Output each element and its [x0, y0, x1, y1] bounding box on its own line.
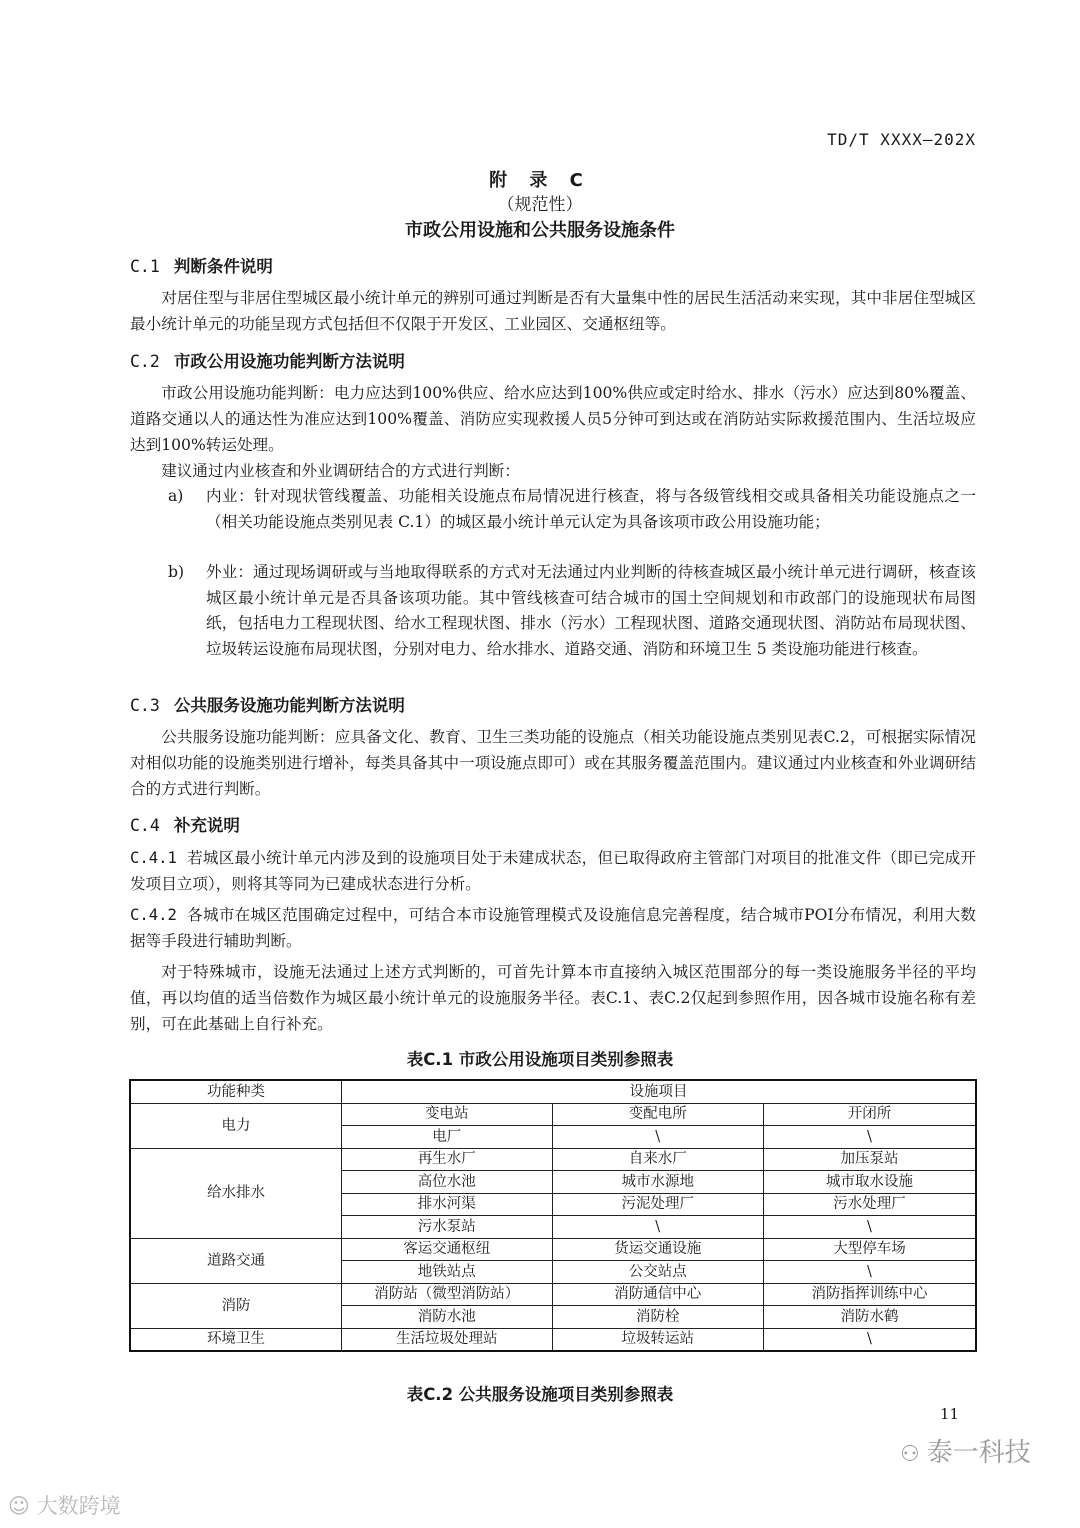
list-text: 内业：针对现状管线覆盖、功能相关设施点布局情况进行核查，将与各级管线相交或具备相关功能设施点之一（相关功能设施点类别见表 C.1）的城区最小统计单元认定为具备该项市政公用设施功能； — [206, 487, 976, 531]
facility-cell: 自来水厂 — [552, 1148, 763, 1171]
table-row — [130, 1238, 976, 1261]
facility-cell: \ — [763, 1328, 976, 1351]
facility-cell: 消防栓 — [552, 1306, 763, 1329]
facility-cell: 污泥处理厂 — [552, 1193, 763, 1216]
table-row — [130, 1283, 976, 1306]
facility-cell: 排水河渠 — [341, 1193, 552, 1216]
appendix-heading: 附 录 C — [489, 170, 591, 191]
section-c2-paragraph-1: 市政公用设施功能判断：电力应达到100%供应、给水应达到100%供应或定时给水、排水（污水）应达到80%覆盖、道路交通以人的通达性为准应达到100%覆盖、消防应实现救援人员5分钟可到达或在消防站实际救援范围内、生活垃圾应达到100%转运处理。 — [130, 384, 976, 454]
standard-number: TD/T XXXX—202X — [827, 130, 976, 149]
facility-cell: 再生水厂 — [341, 1148, 552, 1171]
facility-cell: 加压泵站 — [763, 1148, 976, 1171]
facility-cell: \ — [763, 1216, 976, 1239]
facility-cell: 开闭所 — [763, 1103, 976, 1126]
facility-cell: 城市水源地 — [552, 1171, 763, 1194]
list-item-b — [130, 560, 976, 662]
section-c1-paragraph: 对居住型与非居住型城区最小统计单元的辨别可通过判断是否有大量集中性的居民生活活动来实现，其中非居住型城区最小统计单元的功能呈现方式包括但不仅限于开发区、工业园区、交通枢纽等。 — [130, 289, 976, 333]
section-title: 补充说明 — [173, 816, 240, 835]
facility-cell: 公交站点 — [552, 1261, 763, 1284]
list-label: b) — [168, 563, 185, 581]
table-c2-caption: 表C.2 公共服务设施项目类别参照表 — [406, 1385, 674, 1404]
facility-cell: 消防指挥训练中心 — [763, 1283, 976, 1306]
facility-cell: 消防站（微型消防站） — [341, 1283, 552, 1306]
table-header-row — [130, 1080, 976, 1103]
section-number: C.4 — [130, 816, 160, 835]
section-title: 判断条件说明 — [173, 257, 273, 276]
facility-cell: 客运交通枢纽 — [341, 1238, 552, 1261]
page-number: 11 — [940, 1405, 960, 1423]
facility-cell: \ — [763, 1261, 976, 1284]
facility-cell: 地铁站点 — [341, 1261, 552, 1284]
subsection-c42 — [130, 902, 976, 954]
facility-cell: 城市取水设施 — [763, 1171, 976, 1194]
table-c1 — [129, 1079, 977, 1352]
facility-cell: 生活垃圾处理站 — [341, 1328, 552, 1351]
facility-cell: 变配电所 — [552, 1103, 763, 1126]
table-c1-caption: 表C.1 市政公用设施项目类别参照表 — [406, 1050, 674, 1069]
facility-cell: 消防通信中心 — [552, 1283, 763, 1306]
facility-cell: 变电站 — [341, 1103, 552, 1126]
section-c1-heading — [130, 253, 273, 277]
facility-cell: \ — [763, 1126, 976, 1149]
facility-cell: 电厂 — [341, 1126, 552, 1149]
header-cell: 设施项目 — [341, 1080, 976, 1103]
subsection-text: 各城市在城区范围确定过程中，可结合本市设施管理模式及设施信息完善程度，结合城市POI分布情况，利用大数据等手段进行辅助判断。 — [130, 906, 976, 950]
facility-cell: 消防水鹤 — [763, 1306, 976, 1329]
wechat-icon: ⚇ — [900, 1442, 927, 1467]
subsection-number: C.4.1 — [130, 849, 177, 867]
category-cell: 环境卫生 — [130, 1328, 341, 1351]
section-number: C.3 — [130, 696, 160, 715]
section-c4-paragraph: 对于特殊城市，设施无法通过上述方式判断的，可首先计算本市直接纳入城区范围部分的每一类设施服务半径的平均值，再以均值的适当倍数作为城区最小统计单元的设施服务半径。表C.1、表C.2仅起到参照作用，因各城市设施名称有差别，可在此基础上自行补充。 — [130, 963, 976, 1033]
table-c1-body — [130, 1080, 976, 1351]
section-title: 市政公用设施功能判断方法说明 — [173, 352, 405, 371]
section-c3-paragraph: 公共服务设施功能判断：应具备文化、教育、卫生三类功能的设施点（相关功能设施点类别见表C.2，可根据实际情况对相似功能的设施类别进行增补，每类具备其中一项设施点即可）或在其服务覆盖范围内。建议通过内业核查和外业调研结合的方式进行判断。 — [130, 728, 976, 798]
facility-cell: 污水泵站 — [341, 1216, 552, 1239]
list-label: a) — [168, 487, 184, 505]
facility-cell: \ — [552, 1126, 763, 1149]
appendix-title: 市政公用设施和公共服务设施条件 — [405, 220, 675, 241]
category-cell: 消防 — [130, 1283, 341, 1328]
facility-cell: \ — [552, 1216, 763, 1239]
facility-cell: 消防水池 — [341, 1306, 552, 1329]
list-item-a — [130, 484, 976, 535]
section-title: 公共服务设施功能判断方法说明 — [173, 696, 405, 715]
watermark-logo-icon: ☺ — [8, 1494, 37, 1518]
facility-cell: 货运交通设施 — [552, 1238, 763, 1261]
section-c2-heading — [130, 348, 405, 372]
section-c3-heading — [130, 692, 405, 716]
subsection-text: 若城区最小统计单元内涉及到的设施项目处于未建成状态，但已取得政府主管部门对项目的批准文件（即已完成开发项目立项），则将其等同为已建成状态进行分析。 — [130, 849, 976, 893]
facility-cell: 污水处理厂 — [763, 1193, 976, 1216]
table-row — [130, 1328, 976, 1351]
watermark-right: ⚇ 泰一科技 — [900, 1438, 1031, 1468]
header-cell: 功能种类 — [130, 1080, 341, 1103]
list-text: 外业：通过现场调研或与当地取得联系的方式对无法通过内业判断的待核查城区最小统计单元进行调研，核查该城区最小统计单元是否具备该项功能。其中管线核查可结合城市的国土空间规划和市政部门的设施现状布局图纸，包括电力工程现状图、给水工程现状图、排水（污水）工程现状图、道路交通现状图、消防站布局现状图、垃圾转运设施布局现状图，分别对电力、给水排水、道路交通、消防和环境卫生 5 类设施功能进行核查。 — [206, 563, 976, 658]
section-c2-paragraph-2: 建议通过内业核查和外业调研结合的方式进行判断： — [161, 462, 520, 480]
appendix-nature: （规范性） — [497, 195, 583, 215]
table-row — [130, 1103, 976, 1126]
watermark-left: ☺ 大数跨境 — [8, 1494, 121, 1518]
subsection-number: C.4.2 — [130, 906, 177, 924]
category-cell: 给水排水 — [130, 1148, 341, 1238]
section-c4-heading — [130, 812, 240, 836]
section-number: C.1 — [130, 257, 160, 276]
facility-cell: 大型停车场 — [763, 1238, 976, 1261]
section-number: C.2 — [130, 352, 160, 371]
category-cell: 电力 — [130, 1103, 341, 1148]
category-cell: 道路交通 — [130, 1238, 341, 1283]
subsection-c41 — [130, 845, 976, 897]
table-row — [130, 1148, 976, 1171]
facility-cell: 高位水池 — [341, 1171, 552, 1194]
facility-cell: 垃圾转运站 — [552, 1328, 763, 1351]
